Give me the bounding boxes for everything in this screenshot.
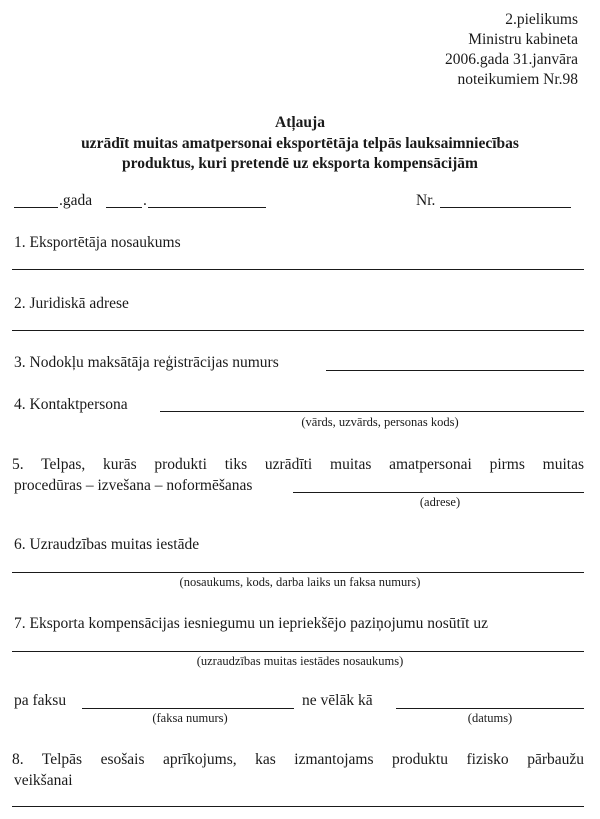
customs-office-field[interactable] bbox=[12, 572, 584, 573]
document-title bbox=[0, 113, 600, 175]
permit-number-field[interactable] bbox=[440, 207, 571, 208]
contact-person-field[interactable] bbox=[160, 411, 584, 412]
send-to-office-caption: (uzraudzības muitas iestādes nosaukums) bbox=[196, 654, 404, 668]
fax-number-caption: (faksa numurs) bbox=[152, 711, 228, 725]
tax-number-label: 3. Nodokļu maksātāja reģistrācijas numurs bbox=[14, 354, 279, 371]
annex-number: 2.pielikums bbox=[505, 11, 578, 28]
deadline-date-field[interactable] bbox=[396, 708, 584, 709]
deadline-date-caption: (datums) bbox=[467, 711, 513, 725]
month-field[interactable] bbox=[106, 207, 142, 208]
day-field[interactable] bbox=[148, 207, 266, 208]
annex-reference bbox=[445, 10, 578, 90]
legal-address-field[interactable] bbox=[12, 330, 584, 331]
fax-label: pa faksu bbox=[14, 692, 67, 709]
customs-office-label: 6. Uzraudzības muitas iestāde bbox=[14, 536, 200, 553]
premises-address-caption: (adrese) bbox=[419, 495, 461, 509]
equipment-field[interactable] bbox=[12, 806, 584, 807]
exporter-name-label: 1. Eksportētāja nosaukums bbox=[14, 234, 181, 251]
year-field[interactable] bbox=[14, 207, 58, 208]
title-line-3: produktus, kuri pretendē uz eksporta kompensācijām bbox=[122, 155, 478, 172]
date-dot: . bbox=[143, 192, 147, 209]
annex-regulation: noteikumiem Nr.98 bbox=[457, 71, 578, 88]
title-line-1: Atļauja bbox=[275, 114, 325, 131]
annex-date: 2006.gada 31.janvāra bbox=[445, 51, 578, 68]
equipment-label-line2: veikšanai bbox=[14, 772, 73, 789]
legal-address-label: 2. Juridiskā adrese bbox=[14, 295, 129, 312]
premises-label-line2: procedūras – izvešana – noformēšanas bbox=[14, 477, 253, 494]
send-application-label: 7. Eksporta kompensācijas iesniegumu un iepriekšējo paziņojumu nosūtīt uz bbox=[14, 615, 488, 632]
contact-person-caption: (vārds, uzvārds, personas kods) bbox=[301, 415, 459, 429]
premises-label-line1: 5. Telpas, kurās produkti tiks uzrādīti muitas amatpersonai pirms muitas bbox=[12, 456, 584, 473]
equipment-label-line1: 8. Telpās esošais aprīkojums, kas izmantojams produktu fizisko pārbaužu bbox=[12, 751, 584, 768]
exporter-name-field[interactable] bbox=[12, 269, 584, 270]
gada-label: .gada bbox=[59, 192, 93, 209]
fax-number-field[interactable] bbox=[82, 708, 294, 709]
tax-number-field[interactable] bbox=[326, 370, 584, 371]
customs-office-caption: (nosaukums, kods, darba laiks un faksa numurs) bbox=[179, 575, 421, 589]
nr-label: Nr. bbox=[416, 192, 436, 209]
send-to-office-field[interactable] bbox=[12, 651, 584, 652]
contact-person-label: 4. Kontaktpersona bbox=[14, 396, 128, 413]
deadline-label: ne vēlāk kā bbox=[302, 692, 373, 709]
title-line-2: uzrādīt muitas amatpersonai eksportētāja telpās lauksaimniecības bbox=[81, 134, 519, 152]
annex-issuer: Ministru kabineta bbox=[468, 31, 578, 48]
premises-address-field[interactable] bbox=[293, 492, 584, 493]
